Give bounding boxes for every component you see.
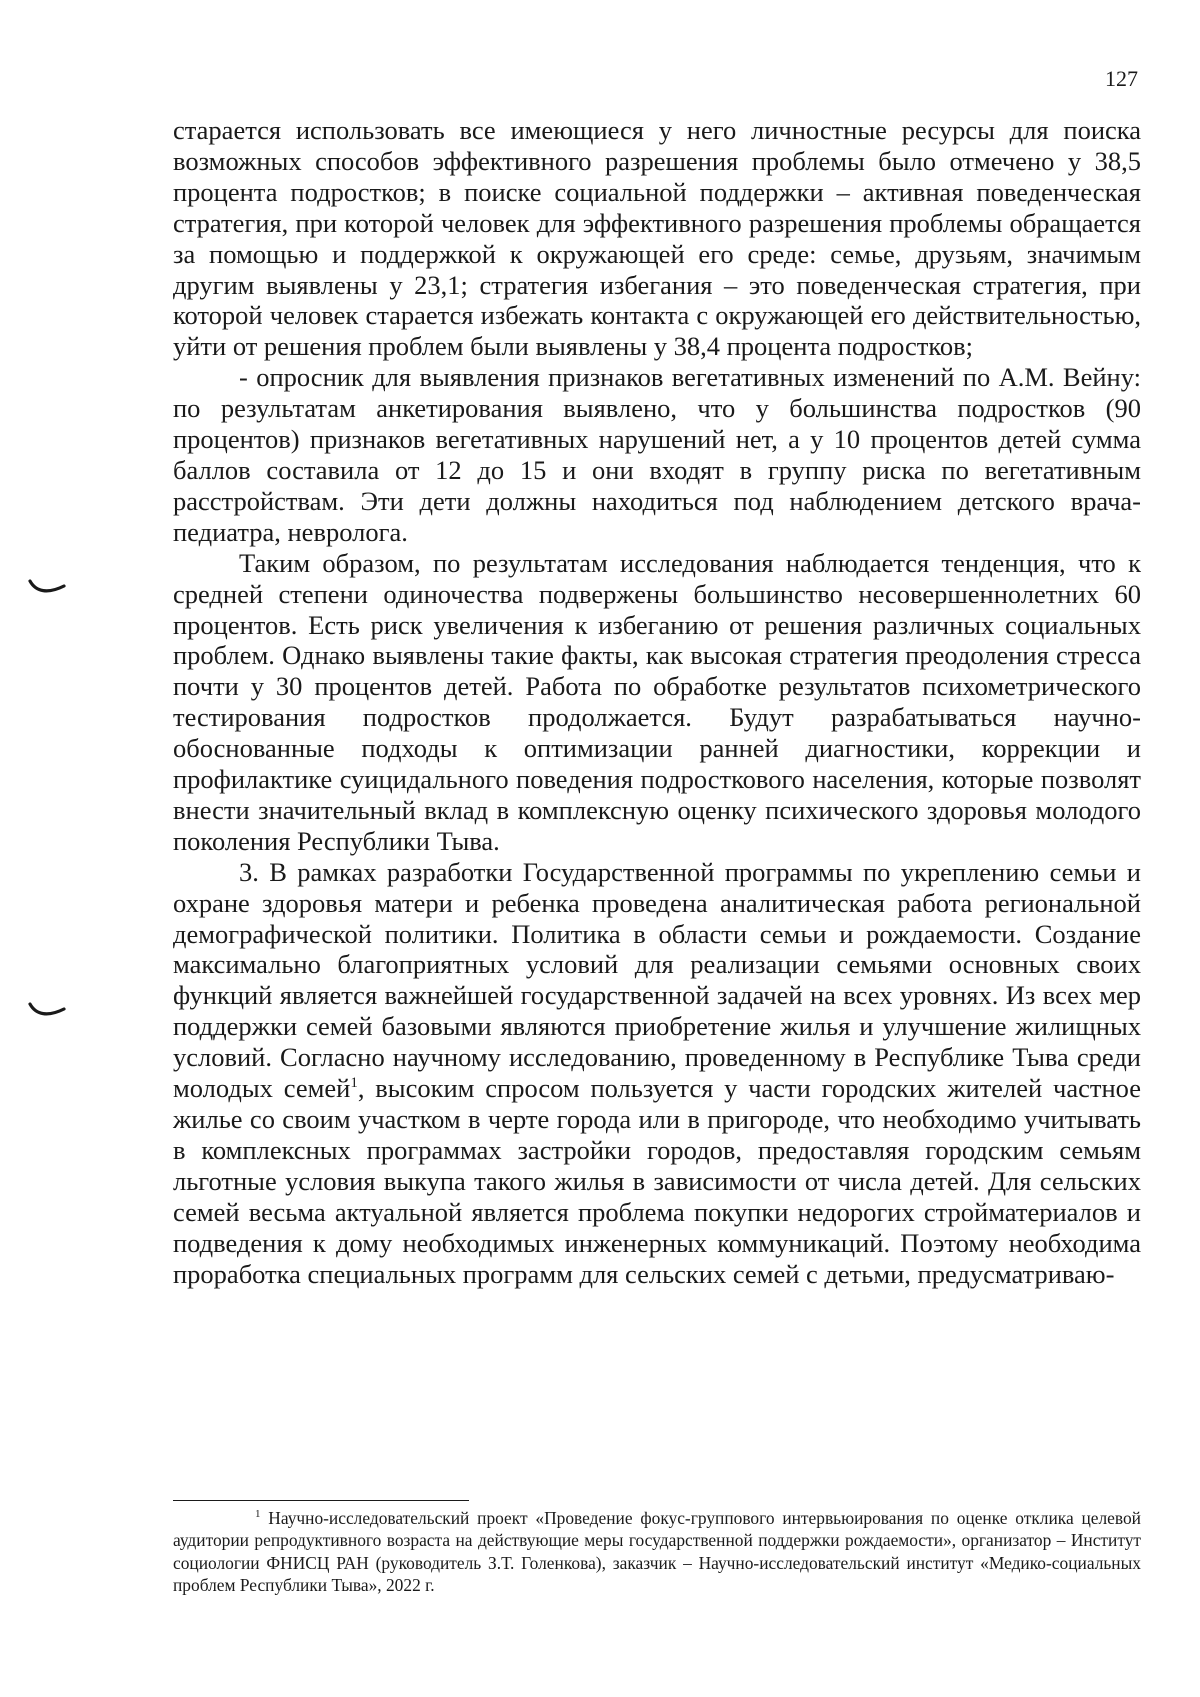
page-number: 127: [1105, 66, 1138, 91]
footnote-text: Научно-исследовательский проект «Проведение фокус-группового интервьюирования по оценке отклика целевой аудитории репродуктивного возраста на действующие меры государственной поддержки рождаемости», организатор – Институт социологии ФНИСЦ РАН (руководитель З.Т. Голенкова), заказчик – Научно-исследовательский институт «Медико-социальных проблем Республики Тыва», 2022 г.: [173, 1508, 1141, 1596]
paragraph-4-text-a: 3. В рамках разработки Государственной программы по укреплению семьи и охране здоровья матери и ребенка проведена аналитическая работа региональной демографической политики. Политика в области семьи и рождаемости. Создание максимально благоприятных условий для реализации семьями основных своих функций является важнейшей государственной задачей на всех уровнях. Из всех мер поддержки семей базовыми являются приобретение жилья и улучшение жилищных условий. Согласно научному исследованию, проведенному в Республике Тыва среди молодых семей: [173, 856, 1141, 1104]
paragraph-1: старается использовать все имеющиеся у него личностные ресурсы для поиска возможных способов эффективного разрешения проблемы было отмечено у 38,5 процента подростков; в поиске социальной поддержки – активная поведенческая стратегия, при которой человек для эффективного разрешения проблемы обращается за помощью и поддержкой к окружающей его среде: семье, друзьям, значимым другим выявлены у 23,1; стратегия избегания – это поведенческая стратегия, при которой человек старается избежать контакта с окружающей его действительностью, уйти от решения проблем были выявлены у 38,4 процента подростков;: [173, 115, 1141, 362]
paragraph-2: - опросник для выявления признаков вегетативных изменений по А.М. Вейну: по результатам анкетирования выявлено, что у большинства подростков (90 процентов) признаков вегетативных нарушений нет, а у 10 процентов детей сумма баллов составила от 12 до 15 и они входят в группу риска по вегетативным расстройствам. Эти дети должны находиться под наблюдением детского врача-педиатра, невролога.: [173, 362, 1141, 547]
paragraph-3: Таким образом, по результатам исследования наблюдается тенденция, что к средней степени одиночества подвержены большинство несовершеннолетних 60 процентов. Есть риск увеличения к избеганию от решения различных социальных проблем. Однако выявлены такие факты, как высокая стратегия преодоления стресса почти у 30 процентов детей. Работа по обработке результатов психометрического тестирования подростков продолжается. Будут разрабатываться научно-обоснованные подходы к оптимизации ранней диагностики, коррекции и профилактике суицидального поведения подросткового населения, которые позволят внести значительный вклад в комплексную оценку психического здоровья молодого поколения Республики Тыва.: [173, 547, 1141, 856]
footnote-marker: 1: [255, 1508, 261, 1521]
footnote: [173, 1507, 1141, 1597]
paragraph-4: [173, 857, 1141, 1290]
footnote-reference[interactable]: 1: [350, 1075, 358, 1092]
margin-check-mark-2: [28, 1001, 66, 1021]
body-text: [173, 115, 1141, 1289]
paragraph-4-text-b: , высоким спросом пользуется у части городских жителей частное жилье со своим участком в черте города или в пригороде, что необходимо учитывать в комплексных программах застройки городов, предоставляя городским семьям льготные условия выкупа такого жилья в зависимости от числа детей. Для сельских семей весьма актуальной является проблема покупки недорогих стройматериалов и подведения к дому необходимых инженерных коммуникаций. Поэтому необходима проработка специальных программ для сельских семей с детьми, предусматриваю-: [173, 1073, 1141, 1289]
margin-check-mark-1: [28, 578, 66, 598]
footnote-separator: [173, 1500, 469, 1501]
